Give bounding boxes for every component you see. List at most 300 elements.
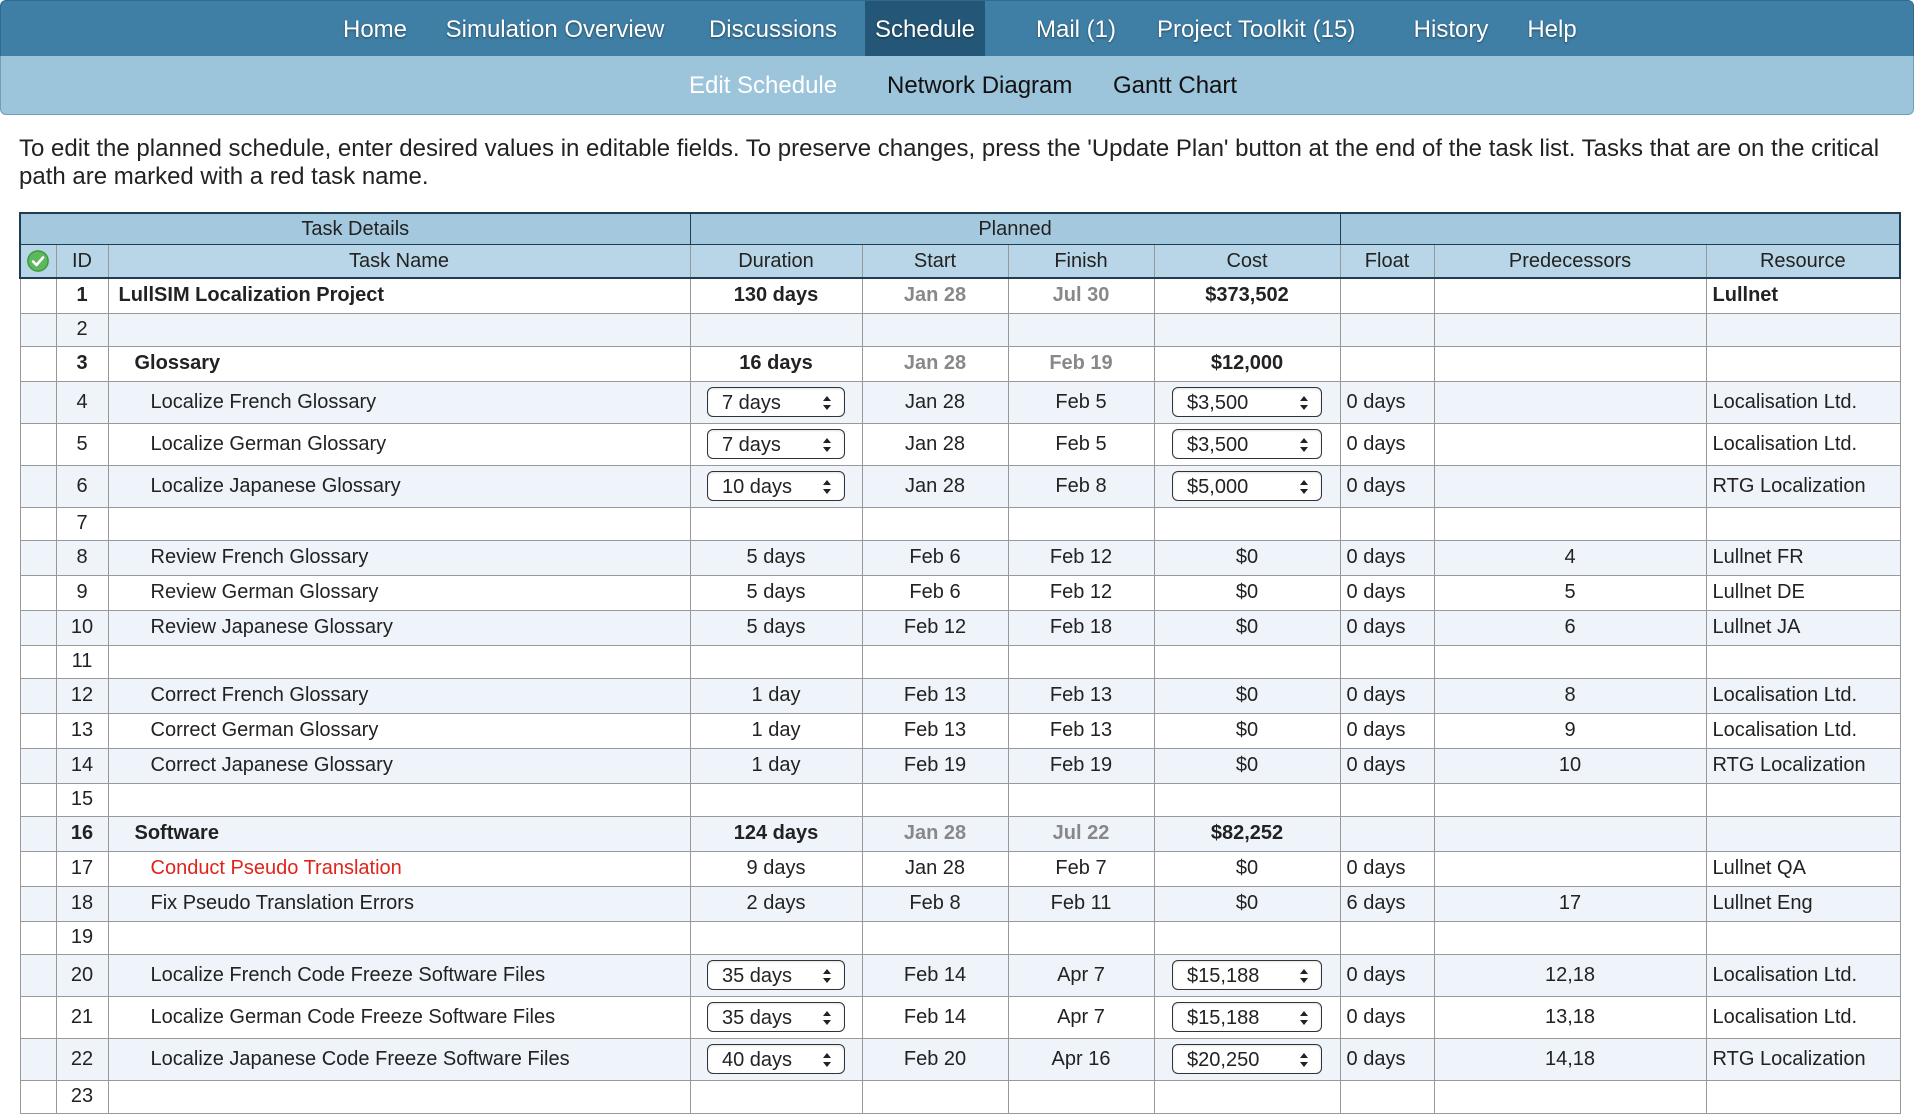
empty-cell (1706, 645, 1900, 678)
float-cell: 6 days (1340, 886, 1434, 921)
cost-cell: $0 (1154, 540, 1340, 575)
cost-stepper[interactable] (1172, 1044, 1322, 1074)
start-column-header: Start (862, 245, 1008, 279)
start-cell: Jan 28 (862, 278, 1008, 313)
predecessors-cell: 17 (1434, 886, 1706, 921)
cost-cell: $0 (1154, 713, 1340, 748)
stepper-arrows-icon (822, 1050, 832, 1070)
row-select-cell (20, 610, 56, 645)
empty-cell (862, 1080, 1008, 1113)
row-select-cell (20, 540, 56, 575)
cost-cell: $373,502 (1154, 278, 1340, 313)
main-nav-items (1, 1, 1913, 57)
resource-cell: Localisation Ltd. (1706, 678, 1900, 713)
task-name: Localize French Glossary (108, 381, 690, 423)
predecessors-cell: 14,18 (1434, 1038, 1706, 1080)
resource-cell: Lullnet DE (1706, 575, 1900, 610)
cost-cell: $0 (1154, 748, 1340, 783)
cost-cell: $82,252 (1154, 816, 1340, 851)
row-select-cell (20, 313, 56, 346)
float-cell: 0 days (1340, 954, 1434, 996)
row-select-cell (20, 507, 56, 540)
task-id: 6 (56, 465, 108, 507)
finish-cell: Feb 8 (1008, 465, 1154, 507)
empty-cell (108, 921, 690, 954)
cost-cell (1154, 465, 1340, 507)
cost-cell (1154, 1038, 1340, 1080)
float-cell (1340, 278, 1434, 313)
finish-cell: Feb 18 (1008, 610, 1154, 645)
empty-cell (1154, 921, 1340, 954)
predecessors-cell: 13,18 (1434, 996, 1706, 1038)
cost-cell (1154, 381, 1340, 423)
float-cell: 0 days (1340, 465, 1434, 507)
duration-cell: 1 day (690, 713, 862, 748)
task-name: Review French Glossary (108, 540, 690, 575)
duration-cell: 124 days (690, 816, 862, 851)
predecessors-cell (1434, 816, 1706, 851)
stepper-arrows-icon (1299, 435, 1309, 455)
cost-stepper[interactable] (1172, 429, 1322, 459)
resource-cell: Lullnet JA (1706, 610, 1900, 645)
empty-cell (1706, 1080, 1900, 1113)
task-name: Localize French Code Freeze Software Files (108, 954, 690, 996)
duration-stepper[interactable] (707, 960, 845, 990)
cost-value: $3,500 (1187, 434, 1249, 456)
task-row (20, 540, 1900, 575)
stepper-arrows-icon (822, 966, 832, 986)
resource-cell (1706, 816, 1900, 851)
empty-cell (1154, 313, 1340, 346)
resource-cell: RTG Localization (1706, 1038, 1900, 1080)
float-cell: 0 days (1340, 1038, 1434, 1080)
duration-value: 35 days (722, 1007, 793, 1029)
task-row (20, 954, 1900, 996)
empty-cell (690, 1080, 862, 1113)
predecessors-cell: 8 (1434, 678, 1706, 713)
empty-cell (1154, 783, 1340, 816)
task-name: Conduct Pseudo Translation (108, 851, 690, 886)
task-id: 23 (56, 1080, 108, 1113)
float-cell: 0 days (1340, 575, 1434, 610)
stepper-arrows-icon (822, 393, 832, 413)
finish-cell: Apr 7 (1008, 996, 1154, 1038)
task-id: 13 (56, 713, 108, 748)
empty-cell (1340, 645, 1434, 678)
predecessors-cell (1434, 423, 1706, 465)
cost-value: $5,000 (1187, 476, 1249, 498)
task-id: 3 (56, 346, 108, 381)
empty-cell (1154, 507, 1340, 540)
cost-cell: $0 (1154, 575, 1340, 610)
task-id: 2 (56, 313, 108, 346)
float-cell (1340, 346, 1434, 381)
empty-cell (108, 313, 690, 346)
task-id: 15 (56, 783, 108, 816)
task-row (20, 996, 1900, 1038)
row-select-cell (20, 921, 56, 954)
finish-cell: Feb 12 (1008, 540, 1154, 575)
start-cell: Jan 28 (862, 346, 1008, 381)
row-select-cell (20, 575, 56, 610)
start-cell: Jan 28 (862, 851, 1008, 886)
task-row (20, 507, 1900, 540)
start-cell: Jan 28 (862, 816, 1008, 851)
resource-cell: Lullnet Eng (1706, 886, 1900, 921)
empty-cell (1434, 1080, 1706, 1113)
row-select-cell (20, 381, 56, 423)
start-cell: Feb 6 (862, 575, 1008, 610)
nav-mail-1[interactable]: Mail (1) (1035, 16, 1116, 43)
task-id: 12 (56, 678, 108, 713)
task-row (20, 816, 1900, 851)
finish-cell: Feb 7 (1008, 851, 1154, 886)
predecessors-cell: 12,18 (1434, 954, 1706, 996)
stepper-arrows-icon (1299, 1008, 1309, 1028)
row-select-cell (20, 713, 56, 748)
task-row (20, 575, 1900, 610)
nav-simulation-overview[interactable]: Simulation Overview (445, 16, 665, 43)
task-name: Glossary (108, 346, 690, 381)
row-select-cell (20, 278, 56, 313)
duration-cell: 9 days (690, 851, 862, 886)
id-column-header: ID (56, 245, 108, 279)
task-id: 9 (56, 575, 108, 610)
resource-cell (1706, 346, 1900, 381)
task-id: 8 (56, 540, 108, 575)
duration-cell: 1 day (690, 678, 862, 713)
empty-cell (1340, 507, 1434, 540)
select-all-column-header[interactable] (20, 245, 56, 279)
task-row (20, 423, 1900, 465)
task-row (20, 748, 1900, 783)
empty-cell (1008, 921, 1154, 954)
start-cell: Feb 13 (862, 713, 1008, 748)
empty-cell (862, 313, 1008, 346)
float-cell: 0 days (1340, 540, 1434, 575)
resource-cell: Lullnet QA (1706, 851, 1900, 886)
empty-cell (1706, 921, 1900, 954)
cost-stepper[interactable] (1172, 471, 1322, 501)
start-cell: Feb 13 (862, 678, 1008, 713)
empty-cell (1008, 645, 1154, 678)
row-select-cell (20, 816, 56, 851)
task-row (20, 713, 1900, 748)
task-id: 5 (56, 423, 108, 465)
task-name: Localize German Glossary (108, 423, 690, 465)
empty-cell (1434, 313, 1706, 346)
finish-cell: Feb 13 (1008, 713, 1154, 748)
row-select-cell (20, 465, 56, 507)
predecessors-column-header: Predecessors (1434, 245, 1706, 279)
empty-cell (1154, 1080, 1340, 1113)
duration-cell: 5 days (690, 540, 862, 575)
task-row (20, 645, 1900, 678)
task-row (20, 921, 1900, 954)
cost-cell (1154, 954, 1340, 996)
duration-stepper[interactable] (707, 1044, 845, 1074)
task-row (20, 1080, 1900, 1113)
stepper-arrows-icon (822, 477, 832, 497)
duration-column-header: Duration (690, 245, 862, 279)
empty-cell (1340, 783, 1434, 816)
row-select-cell (20, 423, 56, 465)
sub-nav (0, 56, 1914, 115)
start-cell: Feb 8 (862, 886, 1008, 921)
nav-help[interactable]: Help (1527, 16, 1577, 43)
task-id: 21 (56, 996, 108, 1038)
cost-cell: $0 (1154, 610, 1340, 645)
group-header-task-details: Task Details (20, 213, 690, 245)
task-id: 18 (56, 886, 108, 921)
predecessors-cell: 4 (1434, 540, 1706, 575)
duration-stepper[interactable] (707, 429, 845, 459)
row-select-cell (20, 346, 56, 381)
resource-cell: Localisation Ltd. (1706, 713, 1900, 748)
predecessors-cell: 10 (1434, 748, 1706, 783)
float-cell: 0 days (1340, 996, 1434, 1038)
duration-cell (690, 954, 862, 996)
empty-cell (862, 645, 1008, 678)
task-id: 14 (56, 748, 108, 783)
duration-cell (690, 1038, 862, 1080)
empty-cell (1008, 313, 1154, 346)
check-icon[interactable] (27, 250, 49, 272)
task-id: 1 (56, 278, 108, 313)
start-cell: Jan 28 (862, 381, 1008, 423)
duration-value: 7 days (722, 392, 781, 414)
resource-cell: Localisation Ltd. (1706, 423, 1900, 465)
task-rows (20, 278, 1900, 1113)
subnav-gantt-chart[interactable]: Gantt Chart (1113, 72, 1238, 99)
empty-cell (690, 313, 862, 346)
task-name: Review German Glossary (108, 575, 690, 610)
start-cell: Feb 20 (862, 1038, 1008, 1080)
predecessors-cell (1434, 278, 1706, 313)
stepper-arrows-icon (822, 435, 832, 455)
duration-cell: 1 day (690, 748, 862, 783)
cost-cell: $0 (1154, 678, 1340, 713)
cost-cell: $0 (1154, 886, 1340, 921)
empty-cell (1706, 313, 1900, 346)
empty-cell (690, 921, 862, 954)
empty-cell (862, 921, 1008, 954)
empty-cell (1434, 783, 1706, 816)
float-cell: 0 days (1340, 748, 1434, 783)
row-select-cell (20, 748, 56, 783)
finish-cell: Jul 30 (1008, 278, 1154, 313)
start-cell: Jan 28 (862, 465, 1008, 507)
stepper-arrows-icon (1299, 1050, 1309, 1070)
task-row (20, 678, 1900, 713)
finish-cell: Feb 12 (1008, 575, 1154, 610)
resource-cell: RTG Localization (1706, 465, 1900, 507)
finish-cell: Feb 11 (1008, 886, 1154, 921)
predecessors-cell (1434, 381, 1706, 423)
empty-cell (1434, 645, 1706, 678)
resource-cell: RTG Localization (1706, 748, 1900, 783)
empty-cell (1154, 645, 1340, 678)
duration-stepper[interactable] (707, 387, 845, 417)
nav-discussions[interactable]: Discussions (708, 16, 838, 43)
task-id: 11 (56, 645, 108, 678)
predecessors-cell (1434, 346, 1706, 381)
nav-home[interactable]: Home (342, 16, 408, 43)
float-cell: 0 days (1340, 423, 1434, 465)
task-id: 4 (56, 381, 108, 423)
stepper-arrows-icon (822, 1008, 832, 1028)
empty-cell (1340, 921, 1434, 954)
duration-cell (690, 996, 862, 1038)
predecessors-cell: 9 (1434, 713, 1706, 748)
task-id: 20 (56, 954, 108, 996)
task-row (20, 1038, 1900, 1080)
cost-cell (1154, 423, 1340, 465)
empty-cell (1706, 783, 1900, 816)
nav-schedule[interactable]: Schedule (865, 1, 985, 57)
duration-value: 35 days (722, 965, 793, 987)
cost-cell (1154, 996, 1340, 1038)
task-id: 10 (56, 610, 108, 645)
row-select-cell (20, 1038, 56, 1080)
empty-cell (690, 507, 862, 540)
stepper-arrows-icon (1299, 393, 1309, 413)
row-select-cell (20, 1080, 56, 1113)
task-name: Localize Japanese Glossary (108, 465, 690, 507)
empty-cell (1008, 1080, 1154, 1113)
row-select-cell (20, 851, 56, 886)
empty-cell (1434, 507, 1706, 540)
nav-project-toolkit-15[interactable]: Project Toolkit (15) (1157, 16, 1356, 43)
empty-cell (1340, 313, 1434, 346)
float-column-header: Float (1340, 245, 1434, 279)
cost-cell: $0 (1154, 851, 1340, 886)
empty-cell (1008, 507, 1154, 540)
task-id: 16 (56, 816, 108, 851)
task-id: 19 (56, 921, 108, 954)
float-cell (1340, 816, 1434, 851)
task-row (20, 381, 1900, 423)
resource-cell: Localisation Ltd. (1706, 996, 1900, 1038)
task-name: Correct German Glossary (108, 713, 690, 748)
row-select-cell (20, 996, 56, 1038)
duration-cell (690, 381, 862, 423)
task-name: Review Japanese Glossary (108, 610, 690, 645)
main-nav (0, 0, 1914, 57)
group-header-other (1340, 213, 1900, 245)
finish-cell: Apr 7 (1008, 954, 1154, 996)
cost-value: $3,500 (1187, 392, 1249, 414)
subnav-network-diagram[interactable]: Network Diagram (887, 72, 1073, 99)
nav-history[interactable]: History (1413, 16, 1489, 43)
empty-cell (1340, 1080, 1434, 1113)
finish-cell: Apr 16 (1008, 1038, 1154, 1080)
task-row (20, 783, 1900, 816)
resource-cell: Lullnet FR (1706, 540, 1900, 575)
duration-stepper[interactable] (707, 1002, 845, 1032)
subnav-edit-schedule[interactable]: Edit Schedule (689, 72, 838, 99)
duration-stepper[interactable] (707, 471, 845, 501)
predecessors-cell: 5 (1434, 575, 1706, 610)
finish-cell: Feb 13 (1008, 678, 1154, 713)
duration-cell (690, 465, 862, 507)
predecessors-cell (1434, 465, 1706, 507)
float-cell: 0 days (1340, 713, 1434, 748)
duration-cell: 130 days (690, 278, 862, 313)
duration-cell: 16 days (690, 346, 862, 381)
empty-cell (1008, 783, 1154, 816)
cost-stepper[interactable] (1172, 960, 1322, 990)
task-id: 22 (56, 1038, 108, 1080)
task-name: Fix Pseudo Translation Errors (108, 886, 690, 921)
cost-cell: $12,000 (1154, 346, 1340, 381)
task-name: Localize Japanese Code Freeze Software Files (108, 1038, 690, 1080)
row-select-cell (20, 954, 56, 996)
float-cell: 0 days (1340, 610, 1434, 645)
task-row (20, 886, 1900, 921)
empty-cell (862, 507, 1008, 540)
empty-cell (862, 783, 1008, 816)
task-row (20, 851, 1900, 886)
task-id: 7 (56, 507, 108, 540)
duration-cell: 5 days (690, 610, 862, 645)
duration-cell (690, 423, 862, 465)
cost-stepper[interactable] (1172, 387, 1322, 417)
task-row (20, 346, 1900, 381)
task-name: LullSIM Localization Project (108, 278, 690, 313)
stepper-arrows-icon (1299, 966, 1309, 986)
row-select-cell (20, 645, 56, 678)
empty-cell (1434, 921, 1706, 954)
task-row (20, 278, 1900, 313)
start-cell: Feb 14 (862, 996, 1008, 1038)
task-id: 17 (56, 851, 108, 886)
empty-cell (690, 645, 862, 678)
task-name: Localize German Code Freeze Software Files (108, 996, 690, 1038)
resource-cell: Localisation Ltd. (1706, 954, 1900, 996)
start-cell: Feb 12 (862, 610, 1008, 645)
start-cell: Feb 14 (862, 954, 1008, 996)
task-name: Correct French Glossary (108, 678, 690, 713)
finish-cell: Feb 5 (1008, 423, 1154, 465)
predecessors-cell: 6 (1434, 610, 1706, 645)
duration-cell: 2 days (690, 886, 862, 921)
stepper-arrows-icon (1299, 477, 1309, 497)
task-name-column-header: Task Name (108, 245, 690, 279)
float-cell: 0 days (1340, 851, 1434, 886)
empty-cell (108, 783, 690, 816)
empty-cell (690, 783, 862, 816)
empty-cell (108, 1080, 690, 1113)
group-header-planned: Planned (690, 213, 1340, 245)
row-select-cell (20, 886, 56, 921)
start-cell: Feb 19 (862, 748, 1008, 783)
float-cell: 0 days (1340, 678, 1434, 713)
task-name: Software (108, 816, 690, 851)
row-select-cell (20, 678, 56, 713)
cost-stepper[interactable] (1172, 1002, 1322, 1032)
empty-cell (1706, 507, 1900, 540)
resource-column-header: Resource (1706, 245, 1900, 279)
task-row (20, 610, 1900, 645)
task-name: Correct Japanese Glossary (108, 748, 690, 783)
task-row (20, 313, 1900, 346)
row-select-cell (20, 783, 56, 816)
duration-value: 10 days (722, 476, 793, 498)
finish-cell: Jul 22 (1008, 816, 1154, 851)
cost-value: $20,250 (1187, 1049, 1260, 1071)
start-cell: Feb 6 (862, 540, 1008, 575)
